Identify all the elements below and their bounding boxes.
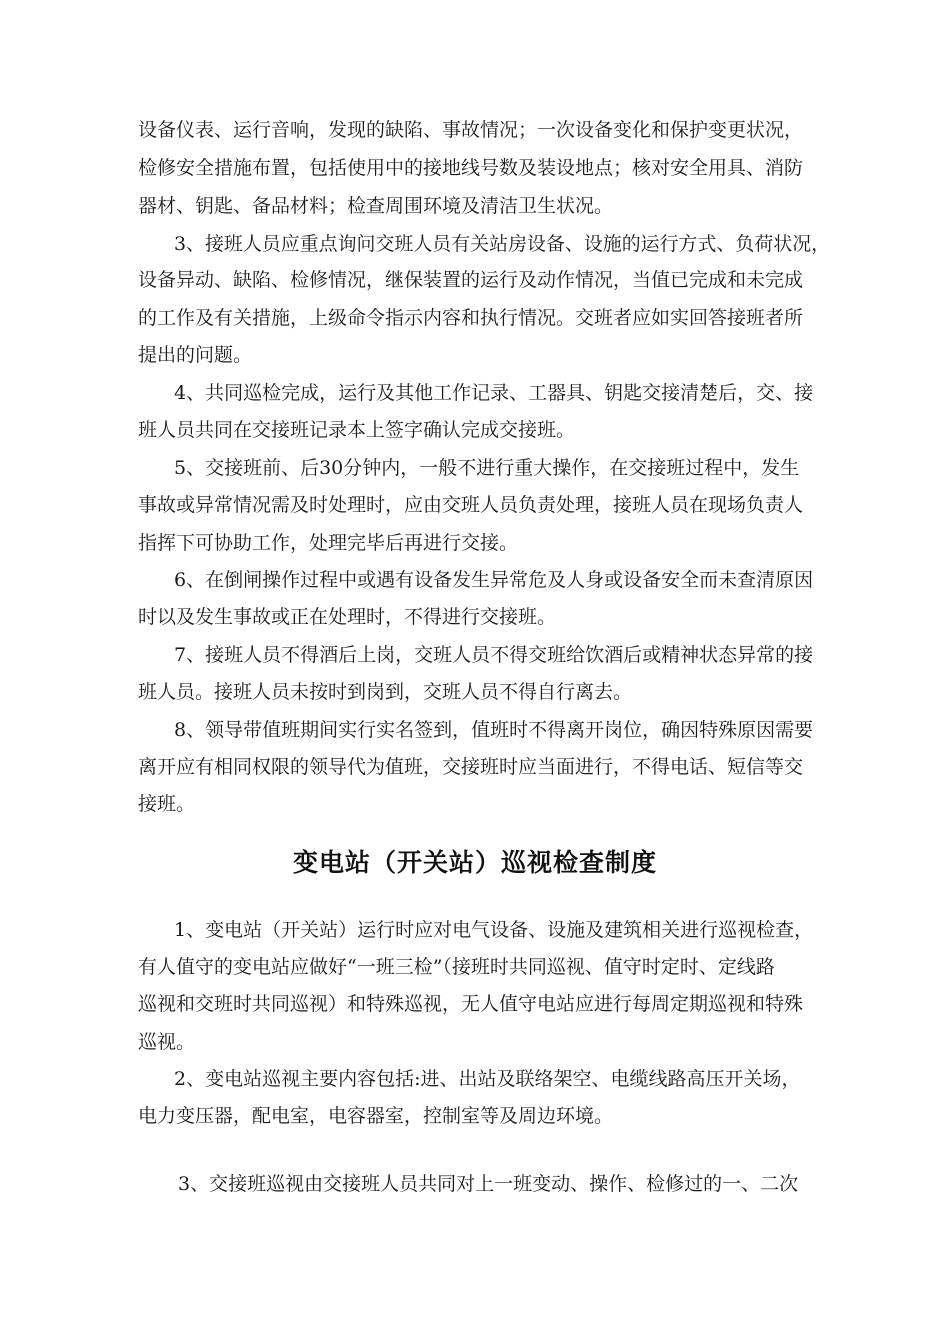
text-line: 电力变压器，配电室，电容器室，控制室等及周边环境。: [138, 1105, 614, 1127]
text-line: 离开应有相同权限的领导代为值班，交接班时应当面进行，不得电话、短信等交: [138, 756, 804, 778]
text-line: 提出的问题。: [138, 344, 253, 366]
text-line: 巡视和交班时共同巡视）和特殊巡视，无人值守电站应进行每周定期巡视和特殊: [138, 993, 804, 1015]
text-line: 事故或异常情况需及时处理时，应由交班人员负责处理，接班人员在现场负责人: [138, 494, 804, 516]
section-title: 变电站（开关站）巡视检查制度: [292, 848, 657, 877]
text-line: 器材、钥匙、备品材料；检查周围环境及清洁卫生状况。: [138, 195, 614, 217]
paragraph-start: 8、领导带值班期间实行实名签到，值班时不得离开岗位，确因特殊原因需要: [174, 719, 814, 741]
paragraph-start: 3、接班人员应重点询问交班人员有关站房设备、设施的运行方式、负荷状况，: [174, 233, 831, 255]
text-line: 指挥下可协助工作，处理完毕后再进行交接。: [138, 532, 519, 554]
paragraph-start: 4、共同巡检完成，运行及其他工作记录、工器具、钥匙交接清楚后，交、接: [174, 382, 814, 404]
paragraph-start: 1、变电站（开关站）运行时应对电气设备、设施及建筑相关进行巡视检查，: [174, 919, 814, 941]
paragraph-start: 6、在倒闸操作过程中或遇有设备发生异常危及人身或设备安全而未查清原因: [174, 569, 814, 591]
paragraph-start: 7、接班人员不得酒后上岗，交班人员不得交班给饮酒后或精神状态异常的接: [174, 644, 814, 666]
text-line: 的工作及有关措施，上级命令指示内容和执行情况。交班者应如实回答接班者所: [138, 307, 804, 329]
paragraph-start: 2、变电站巡视主要内容包括:进、出站及联络架空、电缆线路高压开关场，: [174, 1068, 801, 1090]
text-line: 设备异动、缺陷、检修情况，继保装置的运行及动作情况，当值已完成和未完成: [138, 269, 804, 291]
text-line: 巡视。: [138, 1031, 196, 1053]
text-line: 时以及发生事故或正在处理时，不得进行交接班。: [138, 606, 557, 628]
text-line: 检修安全措施布置，包括使用中的接地线号数及装设地点；核对安全用具、消防: [138, 157, 804, 179]
text-line: 设备仪表、运行音响，发现的缺陷、事故情况；一次设备变化和保护变更状况，: [138, 119, 804, 141]
paragraph-start: 3、交接班巡视由交接班人员共同对上一班变动、操作、检修过的一、二次: [178, 1173, 799, 1195]
paragraph-start: 5、交接班前、后30分钟内，一般不进行重大操作，在交接班过程中，发生: [174, 457, 800, 479]
text-line: 班人员。接班人员未按时到岗到，交班人员不得自行离去。: [138, 681, 633, 703]
text-line: 有人值守的变电站应做好“一班三检”（接班时共同巡视、值守时定时、定线路: [138, 956, 775, 978]
text-line: 接班。: [138, 793, 196, 815]
text-line: 班人员共同在交接班记录本上签字确认完成交接班。: [138, 419, 576, 441]
